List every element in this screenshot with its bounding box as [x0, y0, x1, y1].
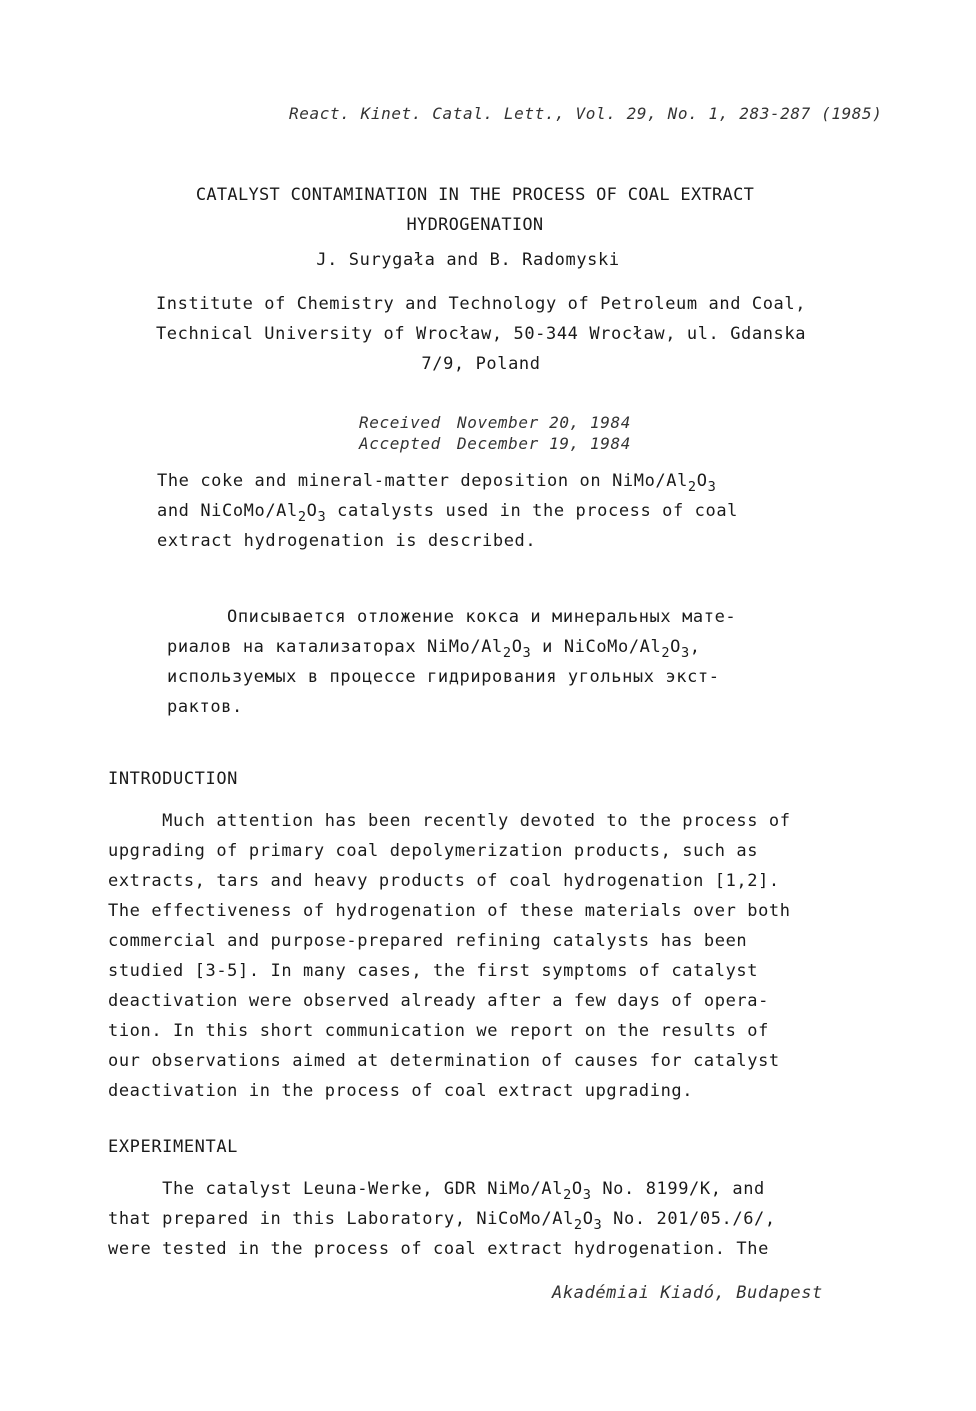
- abstract-ru-line-4: рактов.: [167, 697, 243, 717]
- subscript: 3: [582, 1186, 592, 1203]
- experimental-line-2: that prepared in this Laboratory, NiCoMo/Al: [108, 1209, 574, 1229]
- formula-part: O: [511, 637, 523, 657]
- experimental-heading: EXPERIMENTAL: [108, 1137, 239, 1157]
- abstract-en-line-2: and NiCoMo/Al: [157, 501, 298, 521]
- subscript: 2: [573, 1216, 583, 1233]
- subscript: 2: [297, 508, 307, 525]
- authors: J. Surygała and B. Radomyski: [316, 250, 620, 270]
- experimental-line-3: were tested in the process of coal extract hydrogenation. The: [108, 1239, 769, 1259]
- subscript: 3: [707, 478, 717, 495]
- introduction-line: deactivation in the process of coal extract upgrading.: [108, 1081, 694, 1101]
- abstract-en-line-3: extract hydrogenation is described.: [157, 531, 537, 551]
- introduction-line: Much attention has been recently devoted to the process of: [108, 811, 791, 831]
- introduction-body: [108, 806, 791, 1106]
- abstract-russian: [167, 602, 736, 722]
- abstract-en-line-2-cont: catalysts used in the process of coal: [326, 501, 739, 521]
- subscript: 3: [522, 644, 532, 661]
- subscript: 3: [317, 508, 327, 525]
- introduction-line: extracts, tars and heavy products of coal hydrogenation [1,2].: [108, 871, 780, 891]
- experimental-line-2-cont: No. 201/05./6/,: [602, 1209, 776, 1229]
- formula-part: O: [306, 501, 318, 521]
- subscript: 2: [563, 1186, 572, 1203]
- abstract-ru-line-2-cont: и NiCoMo/Al: [531, 637, 662, 657]
- abstract-ru-line-2-end: ,: [689, 637, 701, 657]
- subscript: 2: [661, 644, 671, 661]
- formula-part: O: [582, 1209, 594, 1229]
- introduction-line: The effectiveness of hydrogenation of these materials over both: [108, 901, 791, 921]
- affiliation: [0, 289, 962, 379]
- dates-block: [359, 412, 631, 454]
- introduction-heading: INTRODUCTION: [108, 769, 239, 789]
- title-line-2: HYDROGENATION: [406, 215, 544, 235]
- subscript: 3: [593, 1216, 603, 1233]
- paper-title: [0, 180, 950, 240]
- abstract-en-line-1: The coke and mineral-matter deposition on NiMo/Al: [157, 471, 688, 491]
- abstract-ru-line-3: используемых в процессе гидрирования угольных экст-: [167, 667, 720, 687]
- experimental-body: [108, 1174, 776, 1264]
- accepted-label: Accepted: [359, 434, 441, 453]
- affiliation-line-1: Institute of Chemistry and Technology of Petroleum and Coal,: [155, 294, 807, 314]
- abstract-english: [157, 466, 738, 556]
- affiliation-line-2: Technical University of Wrocław, 50-344 Wrocław, ul. Gdanska: [155, 324, 807, 344]
- received-label: Received: [359, 413, 441, 432]
- affiliation-line-3: 7/9, Poland: [421, 354, 541, 374]
- journal-citation: React. Kinet. Catal. Lett., Vol. 29, No. 1, 283-287 (1985): [289, 104, 883, 123]
- formula-part: O: [696, 471, 708, 491]
- abstract-ru-line-1: Описывается отложение кокса и минеральных мате-: [227, 607, 737, 627]
- subscript: 3: [681, 644, 690, 661]
- title-line-1: CATALYST CONTAMINATION IN THE PROCESS OF COAL EXTRACT: [195, 185, 755, 205]
- publisher-footer: Akadémiai Kiadó, Budapest: [552, 1283, 823, 1303]
- accepted-date: December 19, 1984: [457, 434, 631, 453]
- introduction-line: deactivation were observed already after a few days of opera-: [108, 991, 769, 1011]
- introduction-line: our observations aimed at determination of causes for catalyst: [108, 1051, 780, 1071]
- received-date: November 20, 1984: [457, 413, 631, 432]
- introduction-line: studied [3-5]. In many cases, the first symptoms of catalyst: [108, 961, 759, 981]
- introduction-line: tion. In this short communication we report on the results of: [108, 1021, 769, 1041]
- experimental-line-1: The catalyst Leuna-Werke, GDR NiMo/Al: [108, 1179, 564, 1199]
- abstract-ru-line-2: риалов на катализаторах NiMo/Al: [167, 637, 503, 657]
- introduction-line: upgrading of primary coal depolymerization products, such as: [108, 841, 759, 861]
- subscript: 2: [687, 478, 697, 495]
- formula-part: O: [670, 637, 681, 657]
- introduction-line: commercial and purpose-prepared refining catalysts has been: [108, 931, 748, 951]
- experimental-line-1-cont: No. 8199/K, and: [591, 1179, 765, 1199]
- subscript: 2: [502, 644, 512, 661]
- formula-part: O: [571, 1179, 583, 1199]
